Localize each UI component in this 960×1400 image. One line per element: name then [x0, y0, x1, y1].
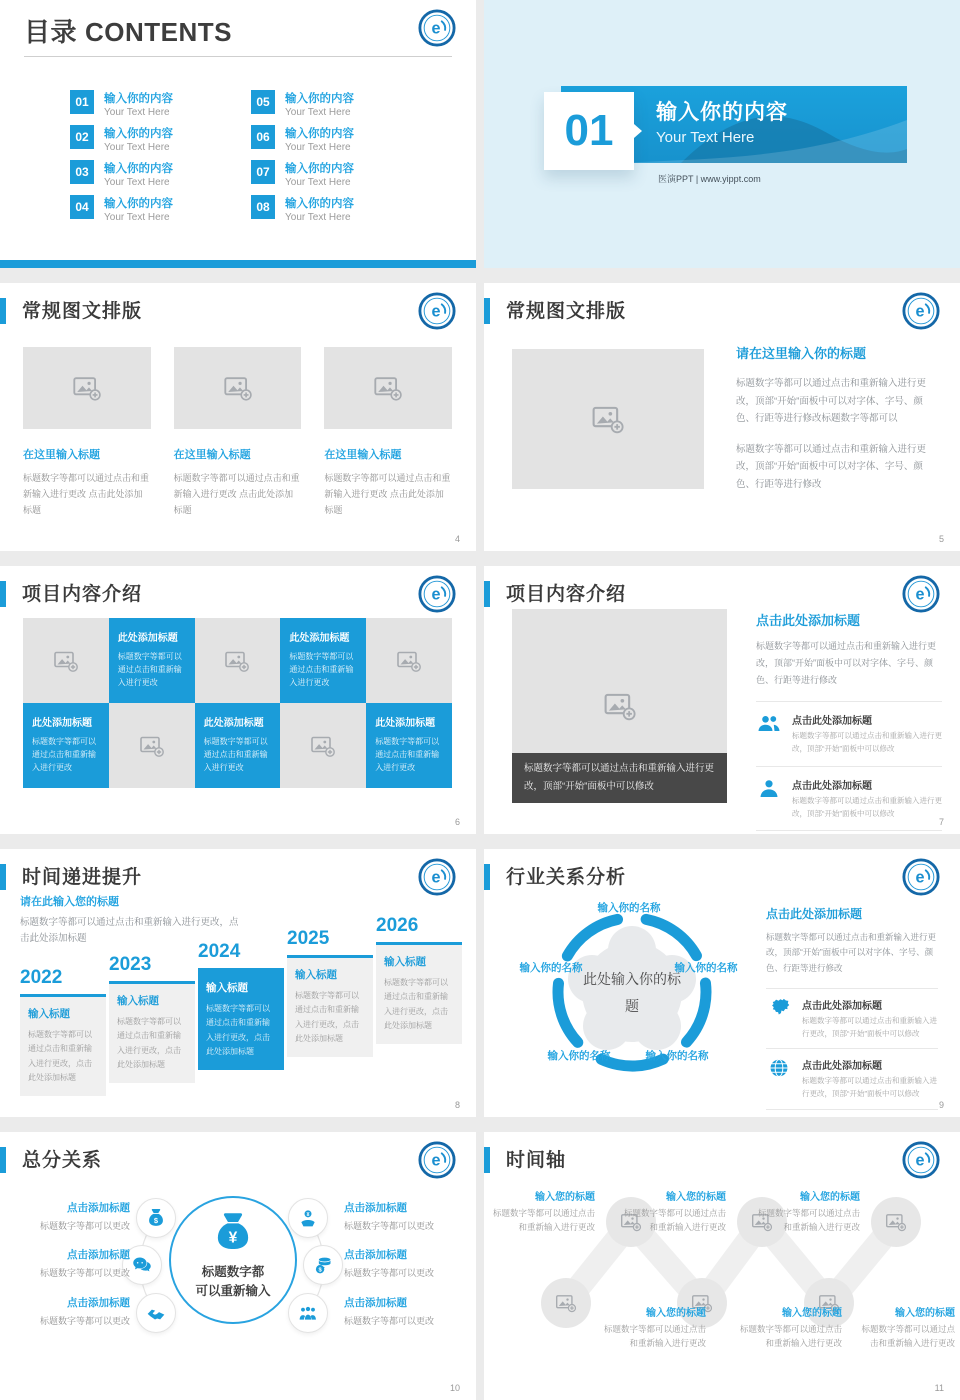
- caption-title: 在这里输入标题: [173, 449, 251, 461]
- chat-icon: [132, 1255, 152, 1275]
- bottom-accent-bar: [0, 260, 476, 268]
- spoke-label: 输入你的名称: [547, 1050, 611, 1062]
- cell-body: 标题数字等都可以通过点击和重新输入进行更改: [117, 652, 182, 688]
- timeline-image-placeholder: [541, 1278, 591, 1328]
- card-body: 标题数字等都可以通过点击和重新输入进行更改，点击此处添加标题: [295, 991, 359, 1044]
- central-circle: [169, 1196, 297, 1324]
- team-icon: [298, 1303, 318, 1323]
- timeline-label-body: 标题数字等都可以通过点击和重新输入进行更改: [623, 1208, 726, 1232]
- section-number-card: [544, 92, 634, 170]
- toc-item-subtitle: Your Text Here: [285, 177, 351, 188]
- toc-item-title: 输入你的内容: [285, 198, 354, 210]
- item-body: 标题数字等都可以通过点击和重新输入进行更改，顶部“开始”面板中可以修改: [802, 1076, 937, 1099]
- spoke-body: 标题数字等都可以更改: [344, 1268, 435, 1278]
- text-cell: [109, 618, 195, 703]
- svg-text:$: $: [318, 1267, 322, 1274]
- spoke-body: 标题数字等都可以更改: [344, 1221, 435, 1231]
- page-title: [24, 12, 232, 49]
- cell-body: 标题数字等都可以通过点击和重新输入进行更改: [32, 737, 96, 773]
- toc-item-number: 06: [251, 125, 275, 149]
- text-cell: [23, 703, 109, 788]
- item-title: 点击此处添加标题: [792, 716, 872, 728]
- year-label: 2023: [109, 954, 152, 975]
- diagram-center-title: 此处输入你的标题: [583, 971, 681, 1014]
- spoke-title: 点击添加标题: [67, 1202, 130, 1214]
- person-icon: [756, 777, 782, 821]
- svg-text:e: e: [915, 1151, 925, 1170]
- timeline-step-2022: [20, 967, 106, 1096]
- title-divider: [24, 56, 452, 57]
- svg-text:e: e: [915, 302, 925, 321]
- china-map-icon: [766, 997, 792, 1041]
- slide-timeline-zigzag[interactable]: [484, 1132, 960, 1400]
- slide-title: 时间轴: [506, 1150, 567, 1171]
- cell-title: 此处添加标题: [289, 633, 350, 644]
- toc-item-6[interactable]: [251, 125, 432, 160]
- card-title: 输入标题: [384, 956, 426, 968]
- organization-logo-icon: [902, 575, 940, 613]
- text-cell: [280, 618, 366, 703]
- header-accent-bar: [0, 581, 6, 607]
- slide-title: 项目内容介绍: [506, 584, 627, 605]
- intro-title: 请在此输入您的标题: [20, 896, 119, 908]
- timeline-label: [752, 1188, 860, 1234]
- slide-image-text-layout-b[interactable]: [484, 283, 960, 551]
- zigzag-connector: [484, 1132, 960, 1400]
- svg-text:e: e: [915, 868, 925, 887]
- image-placeholder: [512, 349, 704, 489]
- spoke-text: [8, 1247, 130, 1279]
- central-text-line2: 可以重新输入: [195, 1284, 271, 1299]
- organization-logo-icon: [902, 858, 940, 896]
- icon-item-list: [766, 988, 938, 1110]
- people-icon: [756, 712, 782, 756]
- panel-paragraph: 标题数字等都可以通过点击和重新输入进行更改，顶部“开始”面板中可以对字体、字号、颜色、行距等进行修改标题数字等都可以: [736, 378, 927, 425]
- spoke-body: 标题数字等都可以更改: [39, 1316, 130, 1326]
- image-placeholder: [512, 609, 727, 803]
- toc-item-title: 输入你的内容: [104, 128, 173, 140]
- svg-text:e: e: [431, 585, 441, 604]
- toc-item-subtitle: Your Text Here: [104, 142, 170, 153]
- toc-item-number: 04: [70, 195, 94, 219]
- timeline-step-2026: [376, 915, 462, 1044]
- page-number: 6: [454, 817, 460, 827]
- card-body: 标题数字等都可以通过点击和重新输入进行更改，点击此处添加标题: [28, 1030, 92, 1083]
- image-placeholder: [280, 703, 366, 788]
- toc-item-title: 输入你的内容: [104, 93, 173, 105]
- central-text-line1: 标题数字都: [201, 1265, 265, 1279]
- contents-title-zh: 目录: [24, 17, 78, 47]
- satellite-circle: [136, 1198, 176, 1238]
- timeline-label-body: 标题数字等都可以通过点击和重新输入进行更改: [492, 1208, 595, 1232]
- central-text: [171, 1263, 295, 1302]
- image-placeholder: [174, 347, 302, 429]
- slide-image-text-layout-a[interactable]: [0, 283, 476, 551]
- spoke-label: 输入你的名称: [645, 1050, 709, 1062]
- caption-title: 在这里输入标题: [324, 449, 402, 461]
- year-label: 2026: [376, 915, 419, 936]
- satellite-circle: [288, 1198, 328, 1238]
- organization-logo-icon: [418, 575, 456, 613]
- organization-logo-icon: [902, 292, 940, 330]
- header-accent-bar: [484, 864, 490, 890]
- header-accent-bar: [484, 581, 490, 607]
- toc-item-title: 输入你的内容: [104, 198, 173, 210]
- header-accent-bar: [0, 864, 6, 890]
- toc-item-5[interactable]: [251, 90, 432, 125]
- timeline-label-title: 输入您的标题: [666, 1192, 726, 1203]
- cell-body: 标题数字等都可以通过点击和重新输入进行更改: [203, 737, 268, 773]
- card-title: 输入标题: [206, 982, 248, 994]
- item-title: 点击此处添加标题: [792, 780, 872, 792]
- toc-item-title: 输入你的内容: [285, 128, 354, 140]
- step-card: [376, 945, 462, 1044]
- slide-industry-relations[interactable]: [484, 849, 960, 1117]
- spoke-text: [344, 1295, 466, 1327]
- step-card: [20, 997, 106, 1096]
- figure-column: [23, 347, 151, 519]
- slide-title: 常规图文排版: [506, 301, 627, 322]
- svg-text:$: $: [153, 1216, 159, 1225]
- contents-title-en: CONTENTS: [85, 17, 233, 47]
- organization-logo-icon: [418, 9, 456, 47]
- section-title-block: [656, 96, 788, 146]
- toc-item-number: 05: [251, 90, 275, 114]
- image-placeholder: [366, 618, 452, 703]
- image-placeholder: [109, 703, 195, 788]
- svg-text:e: e: [431, 302, 441, 321]
- svg-text:¥: ¥: [228, 1229, 238, 1247]
- svg-text:e: e: [431, 868, 441, 887]
- spoke-label: 输入你的名称: [519, 962, 583, 974]
- satellite-circle: [288, 1293, 328, 1333]
- spoke-body: 标题数字等都可以更改: [39, 1268, 130, 1278]
- timeline-label: [618, 1188, 726, 1234]
- figure-column: [174, 347, 302, 519]
- figure-column: [324, 347, 452, 519]
- intro-body: 标题数字等都可以通过点击和重新输入进行更改，点击此处添加标题: [20, 917, 239, 945]
- panel-title: 请在这里输入你的标题: [736, 346, 867, 361]
- item-body: 标题数字等都可以通过点击和重新输入进行更改，顶部“开始”面板中可以修改: [792, 731, 942, 754]
- satellite-circle: [136, 1293, 176, 1333]
- timeline-label-title: 输入您的标题: [895, 1308, 955, 1319]
- spoke-title: 点击添加标题: [67, 1249, 130, 1261]
- money-bag-dollar-icon: [146, 1208, 166, 1228]
- slide-title: 常规图文排版: [22, 301, 143, 322]
- toc-item-title: 输入你的内容: [104, 163, 173, 175]
- spoke-text: [344, 1200, 466, 1232]
- toc-item-1[interactable]: [70, 90, 251, 125]
- image-placeholder: [195, 618, 281, 703]
- icon-item: [766, 1048, 938, 1110]
- text-cell: [366, 703, 452, 788]
- header-accent-bar: [484, 298, 490, 324]
- timeline-step-2024-highlighted: [198, 941, 284, 1070]
- spoke-label: 输入你的名称: [674, 962, 738, 974]
- card-title: 输入标题: [295, 969, 337, 981]
- slide-project-intro-detail[interactable]: [484, 566, 960, 834]
- page-number: 10: [449, 1383, 460, 1393]
- timeline-label-body: 标题数字等都可以通过点击和重新输入进行更改: [861, 1324, 955, 1348]
- spoke-title: 点击添加标题: [344, 1249, 407, 1261]
- spoke-text: [344, 1247, 466, 1279]
- cell-title: 此处添加标题: [375, 718, 436, 729]
- slide-title: 总分关系: [22, 1150, 103, 1171]
- spoke-title: 点击添加标题: [344, 1202, 407, 1214]
- text-panel: [756, 610, 942, 831]
- coins-icon: [313, 1255, 333, 1275]
- toc-item-subtitle: Your Text Here: [104, 107, 170, 118]
- timeline-label: [861, 1304, 955, 1350]
- deposit-icon: [298, 1208, 318, 1228]
- spoke-title: 点击添加标题: [344, 1297, 407, 1309]
- toc-item-title: 输入你的内容: [285, 163, 354, 175]
- brand-credit: 医演PPT | www.yippt.com: [658, 174, 761, 184]
- page-number: 4: [454, 534, 460, 544]
- panel-body: 标题数字等都可以通过点击和重新输入进行更改，顶部“开始”面板中可以对字体、字号、颜色、行距等进行修改: [756, 641, 937, 686]
- toc-item-title: 输入你的内容: [285, 93, 354, 105]
- section-subtitle: Your Text Here: [656, 129, 755, 146]
- year-label: 2025: [287, 928, 330, 949]
- panel-paragraph: 标题数字等都可以通过点击和重新输入进行更改，顶部“开始”面板中可以对字体、字号、颜色、行距等进行修改: [736, 443, 927, 490]
- card-body: 标题数字等都可以通过点击和重新输入进行更改，点击此处添加标题: [384, 978, 448, 1031]
- card-body: 标题数字等都可以通过点击和重新输入进行更改，点击此处添加标题: [206, 1004, 270, 1057]
- timeline-step-2025: [287, 928, 373, 1057]
- spoke-title: 点击添加标题: [67, 1297, 130, 1309]
- timeline-label-body: 标题数字等都可以通过点击和重新输入进行更改: [603, 1324, 706, 1348]
- image-placeholder: [23, 347, 151, 429]
- page-number: 5: [938, 534, 944, 544]
- cell-body: 标题数字等都可以通过点击和重新输入进行更改: [289, 652, 354, 688]
- slide-section-cover-thumbnail[interactable]: [484, 0, 960, 268]
- item-title: 点击此处添加标题: [802, 1061, 882, 1073]
- cell-title: 此处添加标题: [32, 718, 92, 729]
- panel-title: 点击此处添加标题: [756, 613, 861, 628]
- toc-item-subtitle: Your Text Here: [285, 212, 351, 223]
- timeline-label-title: 输入您的标题: [782, 1308, 842, 1319]
- panel-body: 标题数字等都可以通过点击和重新输入进行更改，顶部“开始”面板中可以对字体、字号、颜色、行距等进行修改: [766, 932, 937, 973]
- caption-body: 标题数字等都可以通过点击和重新输入进行更改 点击此处添加标题: [324, 473, 451, 516]
- slide-contents-thumbnail[interactable]: [0, 0, 476, 268]
- slide-project-intro-grid[interactable]: [0, 566, 476, 834]
- text-cell: [195, 703, 281, 788]
- organization-logo-icon: [418, 292, 456, 330]
- icon-item: [756, 766, 942, 832]
- spoke-body: 标题数字等都可以更改: [344, 1316, 435, 1326]
- cell-body: 标题数字等都可以通过点击和重新输入进行更改: [375, 737, 440, 773]
- satellite-circle: [303, 1245, 343, 1285]
- toc-item-3[interactable]: [70, 160, 251, 195]
- handshake-icon: [146, 1303, 166, 1323]
- spoke-body: 标题数字等都可以更改: [39, 1221, 130, 1231]
- slide-title: 项目内容介绍: [22, 584, 143, 605]
- toc-item-number: 08: [251, 195, 275, 219]
- page-number: 8: [454, 1100, 460, 1110]
- toc-item-number: 03: [70, 160, 94, 184]
- toc-item-subtitle: Your Text Here: [285, 107, 351, 118]
- svg-text:¥: ¥: [306, 1212, 310, 1219]
- toc-item-8[interactable]: [251, 195, 432, 230]
- panel-title: 点击此处添加标题: [766, 907, 863, 921]
- header-accent-bar: [0, 298, 6, 324]
- timeline-label: [598, 1304, 706, 1350]
- icon-item-list: [756, 701, 942, 831]
- year-label: 2024: [198, 941, 241, 962]
- step-card: [109, 984, 195, 1083]
- toc-item-number: 01: [70, 90, 94, 114]
- item-title: 点击此处添加标题: [802, 1000, 882, 1012]
- toc-item-subtitle: Your Text Here: [285, 142, 351, 153]
- timeline-image-placeholder: [871, 1197, 921, 1247]
- card-body: 标题数字等都可以通过点击和重新输入进行更改，点击此处添加标题: [117, 1017, 181, 1070]
- year-label: 2022: [20, 967, 63, 988]
- card-title: 输入标题: [28, 1008, 70, 1020]
- page-number: 9: [938, 1100, 944, 1110]
- svg-text:e: e: [431, 1151, 441, 1170]
- slide-title: 行业关系分析: [506, 867, 627, 888]
- item-body: 标题数字等都可以通过点击和重新输入进行更改，顶部“开始”面板中可以修改: [802, 1015, 937, 1038]
- caption-title: 在这里输入标题: [23, 449, 100, 461]
- contents-list: [70, 90, 432, 230]
- toc-item-number: 07: [251, 160, 275, 184]
- svg-text:e: e: [915, 585, 925, 604]
- globe-icon: [766, 1057, 792, 1101]
- image-placeholder: [23, 618, 109, 703]
- toc-item-2[interactable]: [70, 125, 251, 160]
- page-number: 11: [934, 1383, 944, 1393]
- timeline-label: [734, 1304, 842, 1350]
- text-panel: [766, 905, 938, 1110]
- timeline-label-body: 标题数字等都可以通过点击和重新输入进行更改: [757, 1208, 860, 1232]
- page-number: 7: [938, 817, 944, 827]
- toc-item-number: 02: [70, 125, 94, 149]
- spoke-text: [8, 1295, 130, 1327]
- spoke-label: 输入你的名称: [597, 902, 661, 914]
- section-number: 01: [564, 106, 614, 155]
- money-bag-icon: [211, 1211, 255, 1255]
- timeline-step-2023: [109, 954, 195, 1083]
- icon-item: [766, 988, 938, 1049]
- timeline-label-title: 输入您的标题: [646, 1308, 706, 1319]
- image-caption: 标题数字等都可以通过点击和重新输入进行更改，顶部“开始”面板中可以修改: [512, 753, 727, 803]
- toc-item-4[interactable]: [70, 195, 251, 230]
- cell-title: 此处添加标题: [117, 633, 178, 644]
- card-title: 输入标题: [117, 995, 159, 1007]
- icon-item: [756, 701, 942, 766]
- spoke-text: [8, 1200, 130, 1232]
- slide-time-progression[interactable]: [0, 849, 476, 1117]
- image-placeholder: [324, 347, 452, 429]
- toc-item-subtitle: Your Text Here: [104, 212, 170, 223]
- notch-decoration: [634, 124, 642, 138]
- checkerboard-grid: [23, 618, 452, 788]
- slide-whole-part-relation[interactable]: [0, 1132, 476, 1400]
- timeline-label-body: 标题数字等都可以通过点击和重新输入进行更改: [739, 1324, 842, 1348]
- timeline-label: [487, 1188, 595, 1234]
- item-body: 标题数字等都可以通过点击和重新输入进行更改，顶部“开始”面板中可以修改: [792, 795, 942, 818]
- cell-title: 此处添加标题: [203, 718, 264, 729]
- stair-timeline: [20, 889, 466, 1096]
- step-card: [198, 971, 284, 1070]
- toc-item-subtitle: Your Text Here: [104, 177, 170, 188]
- text-panel: [736, 343, 934, 503]
- caption-body: 标题数字等都可以通过点击和重新输入进行更改 点击此处添加标题: [23, 473, 150, 516]
- slide-title: 时间递进提升: [22, 867, 143, 888]
- svg-text:e: e: [431, 19, 441, 38]
- figure-row: [23, 347, 452, 519]
- caption-body: 标题数字等都可以通过点击和重新输入进行更改 点击此处添加标题: [173, 473, 300, 516]
- toc-item-7[interactable]: [251, 160, 432, 195]
- timeline-label-title: 输入您的标题: [535, 1192, 595, 1203]
- timeline-label-title: 输入您的标题: [800, 1192, 860, 1203]
- section-title: 输入你的内容: [656, 101, 788, 124]
- step-card: [287, 958, 373, 1057]
